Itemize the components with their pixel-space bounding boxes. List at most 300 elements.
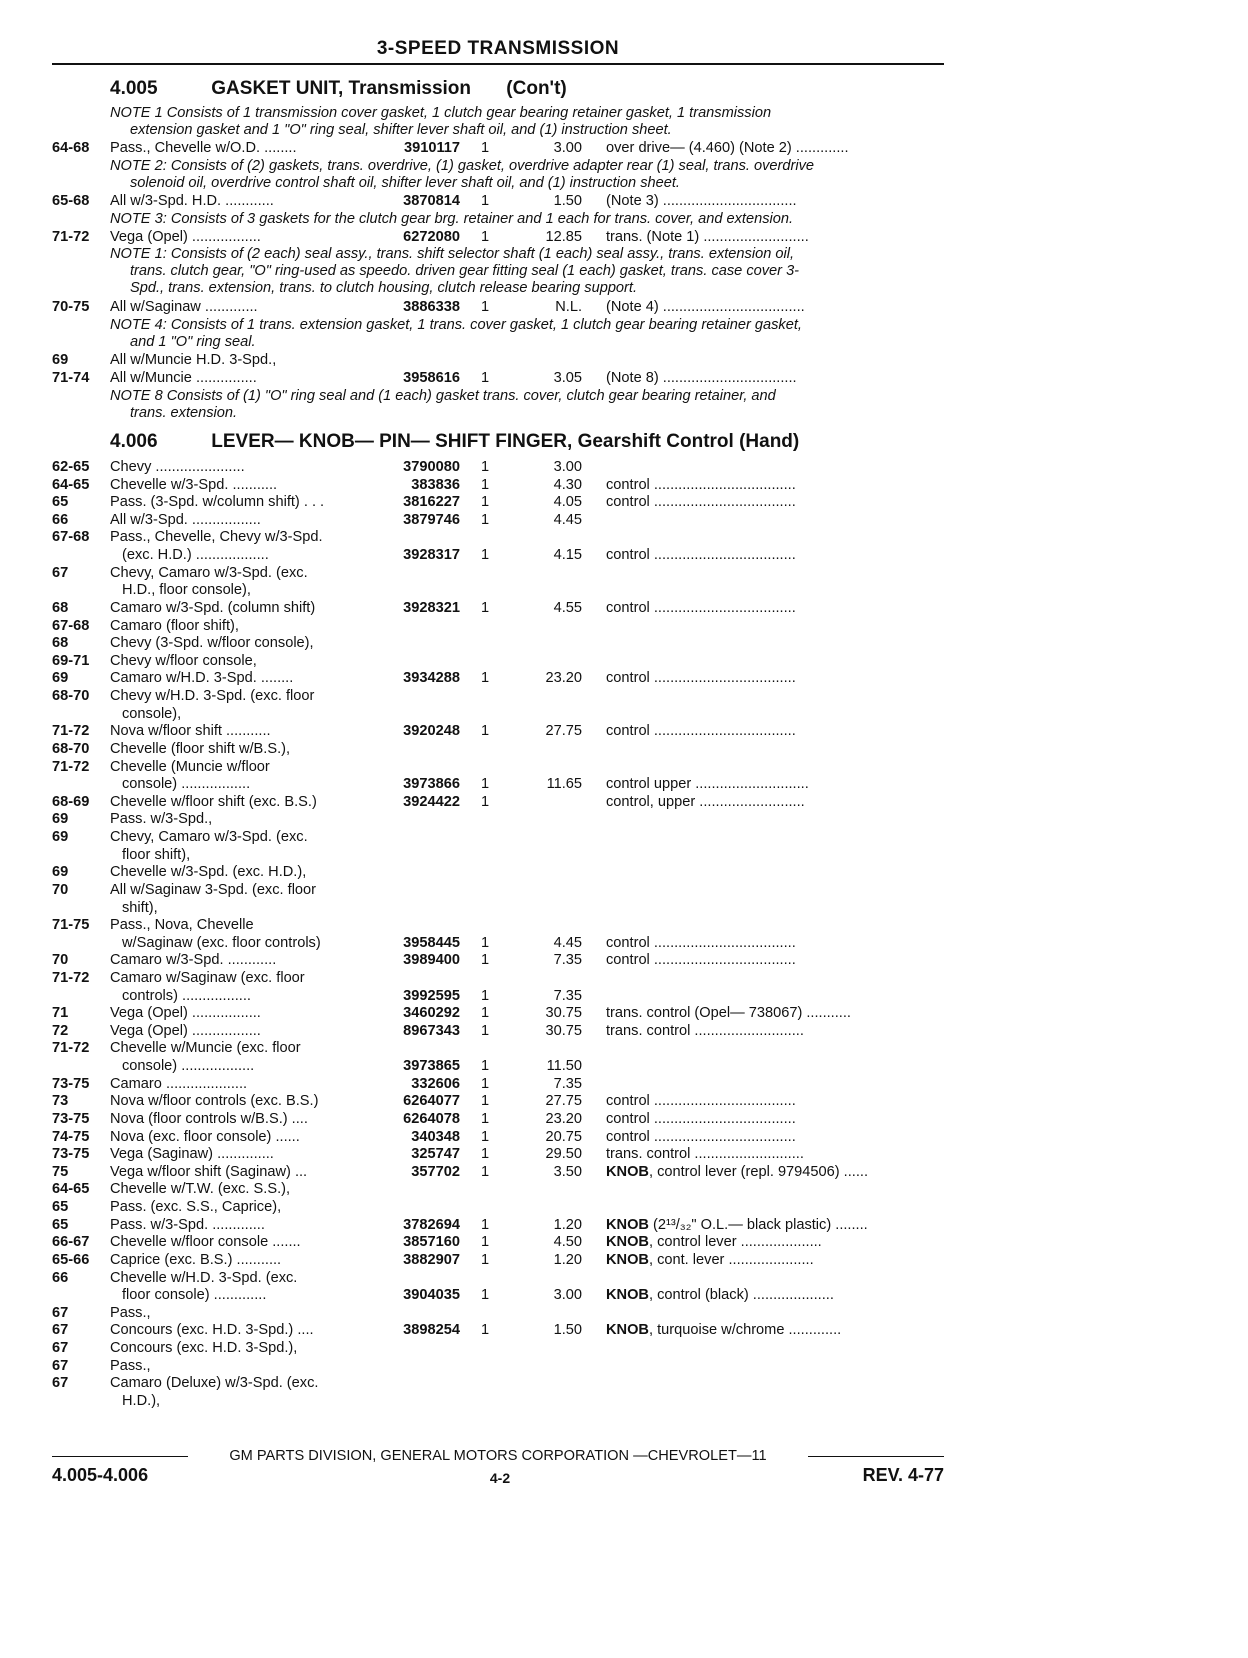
note-text: and 1 "O" ring seal. <box>130 334 256 350</box>
table-row <box>0 1358 1248 1375</box>
row-years: 73-75 <box>52 1111 90 1127</box>
row-description: Pass., <box>110 1358 151 1374</box>
row-description: H.D.), <box>122 1393 161 1409</box>
note-text: Spd., trans. extension, trans. to clutch housing, clutch release bearing support. <box>130 280 638 296</box>
row-remarks <box>606 1093 946 1110</box>
row-quantity: 1 <box>481 988 490 1004</box>
table-row <box>0 547 1248 564</box>
row-remarks-text: control ................................... <box>606 1129 796 1145</box>
row-description: controls) ................. <box>122 988 251 1004</box>
row-years: 66 <box>52 1270 69 1286</box>
row-price: 23.20 <box>545 1111 582 1127</box>
note-text: NOTE 2: Consists of (2) gaskets, trans. overdrive, (1) gasket, overdrive adapter rear (1) seal, trans. overdrive <box>110 158 815 174</box>
row-price: 29.50 <box>545 1146 582 1162</box>
row-years: 65-68 <box>52 193 90 209</box>
row-quantity: 1 <box>481 477 490 493</box>
note-text: NOTE 1: Consists of (2 each) seal assy., trans. shift selector shaft (1 each) seal assy., trans. extension oil, <box>110 246 795 262</box>
row-description: Vega w/floor shift (Saginaw) ... <box>110 1164 308 1180</box>
row-description: Nova (floor controls w/B.S.) .... <box>110 1111 308 1127</box>
row-description: Camaro w/3-Spd. (column shift) <box>110 600 316 616</box>
row-price: 30.75 <box>545 1005 582 1021</box>
footer-rule <box>808 1456 944 1457</box>
section-continued: (Con't) <box>506 78 567 99</box>
row-part-number: 3882907 <box>403 1252 460 1268</box>
row-description: All w/Saginaw 3-Spd. (exc. floor <box>110 882 317 898</box>
row-remarks-text: (2¹³/₃₂" O.L.— black plastic) ........ <box>648 1217 868 1233</box>
row-description: console), <box>122 706 182 722</box>
table-row <box>0 1181 1248 1198</box>
row-description: All w/Muncie ............... <box>110 370 257 386</box>
row-remarks-text: (Note 8) ................................. <box>606 370 797 386</box>
row-description: Caprice (exc. B.S.) ........... <box>110 1252 282 1268</box>
row-price: 4.15 <box>553 547 582 563</box>
row-description: Nova w/floor controls (exc. B.S.) <box>110 1093 319 1109</box>
row-price: 4.50 <box>553 1234 582 1250</box>
row-description: Camaro w/3-Spd. ............ <box>110 952 277 968</box>
row-years: 75 <box>52 1164 69 1180</box>
row-years: 67 <box>52 1322 69 1338</box>
row-quantity: 1 <box>481 670 490 686</box>
table-row <box>0 1076 1248 1093</box>
row-years: 69 <box>52 829 69 845</box>
row-years: 70 <box>52 882 69 898</box>
row-part-number: 3898254 <box>403 1322 460 1338</box>
row-price: 12.85 <box>545 229 582 245</box>
row-part-number: 3790080 <box>403 459 460 475</box>
row-quantity: 1 <box>481 935 490 951</box>
row-remarks-text: control, upper .......................... <box>606 794 805 810</box>
table-row <box>0 193 1248 210</box>
table-row <box>0 864 1248 881</box>
row-remarks <box>606 935 946 952</box>
row-years: 73 <box>52 1093 69 1109</box>
row-part-number: 340348 <box>411 1129 460 1145</box>
row-description: Pass., <box>110 1305 151 1321</box>
row-part-number: 6264078 <box>403 1111 460 1127</box>
row-part-number: 3958616 <box>403 370 460 386</box>
row-years: 65 <box>52 1199 69 1215</box>
row-description: Chevelle w/Muncie (exc. floor <box>110 1040 301 1056</box>
row-description: All w/3-Spd. H.D. ............ <box>110 193 274 209</box>
section-title: LEVER— KNOB— PIN— SHIFT FINGER, Gearshift Control (Hand) <box>211 431 800 452</box>
row-quantity: 1 <box>481 494 490 510</box>
note-text: trans. clutch gear, "O" ring-used as speedo. driven gear fitting seal (1 each) gasket, trans. case cover 3- <box>130 263 800 279</box>
row-part-number: 3989400 <box>403 952 460 968</box>
row-description: Pass. w/3-Spd. ............. <box>110 1217 265 1233</box>
row-description: (exc. H.D.) .................. <box>122 547 269 563</box>
row-remarks <box>606 952 946 969</box>
table-row <box>0 1322 1248 1339</box>
row-quantity: 1 <box>481 1076 490 1092</box>
table-row <box>0 1005 1248 1022</box>
row-remarks <box>606 1146 946 1163</box>
table-row <box>0 829 1248 846</box>
table-row <box>0 1129 1248 1146</box>
row-remarks-text: control ................................... <box>606 935 796 951</box>
row-description: Chevelle w/T.W. (exc. S.S.), <box>110 1181 291 1197</box>
row-quantity: 1 <box>481 1146 490 1162</box>
row-years: 71-72 <box>52 970 90 986</box>
row-remarks <box>606 547 946 564</box>
row-price: 1.20 <box>553 1252 582 1268</box>
row-quantity: 1 <box>481 600 490 616</box>
table-row <box>0 1375 1248 1392</box>
row-quantity: 1 <box>481 952 490 968</box>
row-description: Camaro w/Saginaw (exc. floor <box>110 970 305 986</box>
table-row <box>0 618 1248 635</box>
row-remarks <box>606 140 946 157</box>
table-row <box>0 494 1248 511</box>
table-row <box>0 582 1248 599</box>
row-years: 65-66 <box>52 1252 90 1268</box>
row-keyword: KNOB <box>606 1234 649 1250</box>
row-quantity: 1 <box>481 140 490 156</box>
row-years: 71-74 <box>52 370 90 386</box>
table-row <box>0 1093 1248 1110</box>
row-quantity: 1 <box>481 723 490 739</box>
row-price: 4.30 <box>553 477 582 493</box>
row-description: Chevy w/H.D. 3-Spd. (exc. floor <box>110 688 315 704</box>
row-price: 20.75 <box>545 1129 582 1145</box>
row-part-number: 383836 <box>411 477 460 493</box>
row-part-number: 6272080 <box>403 229 460 245</box>
row-years: 71-72 <box>52 1040 90 1056</box>
row-price: 7.35 <box>553 988 582 1004</box>
row-price: 1.20 <box>553 1217 582 1233</box>
table-row <box>0 1023 1248 1040</box>
row-description: Nova (exc. floor console) ...... <box>110 1129 300 1145</box>
row-description: Chevy ...................... <box>110 459 245 475</box>
row-years: 64-68 <box>52 140 90 156</box>
table-row <box>0 1040 1248 1057</box>
note-text: NOTE 4: Consists of 1 trans. extension gasket, 1 trans. cover gasket, 1 clutch gear bearing retainer gasket, <box>110 317 802 333</box>
table-row <box>0 900 1248 917</box>
row-description: Pass. (3-Spd. w/column shift) . . . <box>110 494 325 510</box>
row-description: Concours (exc. H.D. 3-Spd.), <box>110 1340 298 1356</box>
table-row <box>0 670 1248 687</box>
row-price: 23.20 <box>545 670 582 686</box>
row-part-number: 3973865 <box>403 1058 460 1074</box>
row-price: 11.50 <box>546 1058 582 1074</box>
row-price: 7.35 <box>553 1076 582 1092</box>
row-price: 4.05 <box>553 494 582 510</box>
row-part-number: 3958445 <box>403 935 460 951</box>
table-row <box>0 459 1248 476</box>
row-description: Chevelle w/3-Spd. ........... <box>110 477 278 493</box>
row-description: floor shift), <box>122 847 191 863</box>
row-years: 70 <box>52 952 69 968</box>
table-row <box>0 723 1248 740</box>
row-quantity: 1 <box>481 1287 490 1303</box>
row-remarks <box>606 1322 946 1339</box>
row-years: 67 <box>52 1305 69 1321</box>
row-years: 71-72 <box>52 723 90 739</box>
row-years: 65 <box>52 494 69 510</box>
row-remarks <box>606 1129 946 1146</box>
footer-section-range: 4.005-4.006 <box>52 1465 149 1485</box>
row-description: H.D., floor console), <box>122 582 251 598</box>
row-description: Camaro (Deluxe) w/3-Spd. (exc. <box>110 1375 319 1391</box>
row-years: 69 <box>52 864 69 880</box>
row-description: Pass. w/3-Spd., <box>110 811 213 827</box>
row-years: 64-65 <box>52 1181 90 1197</box>
table-row <box>0 688 1248 705</box>
row-quantity: 1 <box>481 229 490 245</box>
section-title: GASKET UNIT, Transmission <box>211 78 472 99</box>
row-price: 30.75 <box>545 1023 582 1039</box>
row-years: 71-75 <box>52 917 90 933</box>
footer-publisher: GM PARTS DIVISION, GENERAL MOTORS CORPORATION —CHEVROLET—11 <box>229 1448 767 1464</box>
note-text: NOTE 1 Consists of 1 transmission cover gasket, 1 clutch gear bearing retainer gasket, 1 transmission <box>110 105 772 121</box>
row-price: 1.50 <box>553 1322 582 1338</box>
row-description: Pass., Chevelle w/O.D. ........ <box>110 140 297 156</box>
row-description: Chevy (3-Spd. w/floor console), <box>110 635 314 651</box>
row-description: console) ................. <box>122 776 251 792</box>
row-remarks-text: (Note 3) ................................. <box>606 193 797 209</box>
row-remarks-text: trans. control ........................... <box>606 1146 804 1162</box>
row-price: 27.75 <box>545 723 582 739</box>
row-price: 3.00 <box>553 459 582 475</box>
row-remarks-text: over drive— (4.460) (Note 2) ............. <box>606 140 849 156</box>
table-row <box>0 1270 1248 1287</box>
table-row <box>0 970 1248 987</box>
row-remarks <box>606 1287 946 1304</box>
row-keyword: KNOB <box>606 1322 649 1338</box>
row-description: Chevelle w/floor shift (exc. B.S.) <box>110 794 317 810</box>
row-remarks <box>606 193 946 210</box>
row-price: 4.45 <box>553 512 582 528</box>
table-row <box>0 706 1248 723</box>
row-part-number: 3460292 <box>403 1005 460 1021</box>
row-years: 69 <box>52 352 69 368</box>
row-years: 66-67 <box>52 1234 90 1250</box>
table-row <box>0 1234 1248 1251</box>
note-text: NOTE 8 Consists of (1) "O" ring seal and (1 each) gasket trans. cover, clutch gear bearing retainer, and <box>110 388 776 404</box>
row-description: Chevelle (Muncie w/floor <box>110 759 270 775</box>
note-text: solenoid oil, overdrive control shaft oil, shifter lever shaft oil, and (1) instruction sheet. <box>130 175 680 191</box>
row-keyword: KNOB <box>606 1252 649 1268</box>
row-description: All w/3-Spd. ................. <box>110 512 261 528</box>
row-quantity: 1 <box>481 1005 490 1021</box>
table-row <box>0 811 1248 828</box>
row-description: Chevelle w/floor console ....... <box>110 1234 301 1250</box>
row-price: 3.05 <box>553 370 582 386</box>
row-years: 68 <box>52 600 69 616</box>
row-quantity: 1 <box>481 1111 490 1127</box>
row-years: 73-75 <box>52 1076 90 1092</box>
row-years: 67-68 <box>52 618 90 634</box>
section-heading-4005 <box>110 78 567 100</box>
row-remarks <box>606 723 946 740</box>
row-description: Camaro (floor shift), <box>110 618 239 634</box>
row-description: All w/Saginaw ............. <box>110 299 258 315</box>
row-remarks <box>606 370 946 387</box>
footer-revision: REV. 4-77 <box>862 1465 944 1485</box>
row-remarks-text: control ................................... <box>606 670 796 686</box>
row-years: 68 <box>52 635 69 651</box>
row-remarks <box>606 299 946 316</box>
table-row <box>0 635 1248 652</box>
row-price: 1.50 <box>553 193 582 209</box>
row-description: Pass., Chevelle, Chevy w/3-Spd. <box>110 529 323 545</box>
row-description: Pass., Nova, Chevelle <box>110 917 254 933</box>
row-description: All w/Muncie H.D. 3-Spd., <box>110 352 277 368</box>
row-years: 71 <box>52 1005 69 1021</box>
row-remarks <box>606 600 946 617</box>
row-price: 7.35 <box>553 952 582 968</box>
row-part-number: 3886338 <box>403 299 460 315</box>
row-years: 66 <box>52 512 69 528</box>
row-part-number: 3928321 <box>403 600 460 616</box>
row-part-number: 3992595 <box>403 988 460 1004</box>
table-row <box>0 653 1248 670</box>
row-years: 74-75 <box>52 1129 90 1145</box>
row-remarks <box>606 229 946 246</box>
row-quantity: 1 <box>481 776 490 792</box>
row-description: console) .................. <box>122 1058 255 1074</box>
row-description: Chevelle w/H.D. 3-Spd. (exc. <box>110 1270 298 1286</box>
table-row <box>0 512 1248 529</box>
row-quantity: 1 <box>481 1093 490 1109</box>
note-text: trans. extension. <box>130 405 238 421</box>
table-row <box>0 1146 1248 1163</box>
row-part-number: 6264077 <box>403 1093 460 1109</box>
table-row <box>0 529 1248 546</box>
table-row <box>0 477 1248 494</box>
row-remarks <box>606 1164 946 1181</box>
row-price: 3.00 <box>553 140 582 156</box>
section-number: 4.005 <box>110 78 158 99</box>
row-part-number: 3870814 <box>403 193 460 209</box>
row-description: Vega (Opel) ................. <box>110 1023 261 1039</box>
row-keyword: KNOB <box>606 1217 649 1233</box>
row-description: Concours (exc. H.D. 3-Spd.) .... <box>110 1322 314 1338</box>
table-row <box>0 1164 1248 1181</box>
row-quantity: 1 <box>481 299 490 315</box>
section-heading-4006 <box>110 431 799 453</box>
row-years: 62-65 <box>52 459 90 475</box>
row-keyword: KNOB <box>606 1164 649 1180</box>
row-part-number: 3816227 <box>403 494 460 510</box>
row-part-number: 332606 <box>411 1076 460 1092</box>
row-quantity: 1 <box>481 370 490 386</box>
row-remarks-text: control ................................... <box>606 547 796 563</box>
table-row <box>0 1287 1248 1304</box>
row-quantity: 1 <box>481 459 490 475</box>
table-row <box>0 847 1248 864</box>
row-quantity: 1 <box>481 1234 490 1250</box>
row-remarks-text: control ................................... <box>606 723 796 739</box>
row-remarks-text: trans. (Note 1) .......................... <box>606 229 809 245</box>
row-part-number: 3973866 <box>403 776 460 792</box>
note-text: NOTE 3: Consists of 3 gaskets for the clutch gear brg. retainer and 1 each for trans. cover, and extension. <box>110 211 794 227</box>
table-row <box>0 741 1248 758</box>
table-row <box>0 1111 1248 1128</box>
row-remarks-text: (Note 4) ................................... <box>606 299 805 315</box>
table-row <box>0 1340 1248 1357</box>
row-remarks-text: control ................................... <box>606 494 796 510</box>
table-row <box>0 565 1248 582</box>
row-price: 4.45 <box>553 935 582 951</box>
table-row <box>0 759 1248 776</box>
table-row <box>0 1217 1248 1234</box>
row-price: 27.75 <box>545 1093 582 1109</box>
row-price: 3.50 <box>553 1164 582 1180</box>
table-row <box>0 1393 1248 1410</box>
table-row <box>0 1252 1248 1269</box>
row-years: 68-70 <box>52 741 90 757</box>
row-description: Vega (Saginaw) .............. <box>110 1146 274 1162</box>
row-quantity: 1 <box>481 193 490 209</box>
row-description: Chevy, Camaro w/3-Spd. (exc. <box>110 565 308 581</box>
table-row <box>0 882 1248 899</box>
table-row <box>0 352 1248 369</box>
row-years: 69 <box>52 670 69 686</box>
row-years: 69-71 <box>52 653 90 669</box>
row-description: Chevelle (floor shift w/B.S.), <box>110 741 291 757</box>
row-quantity: 1 <box>481 1023 490 1039</box>
row-years: 69 <box>52 811 69 827</box>
row-remarks-text: trans. control (Opel— 738067) ........... <box>606 1005 851 1021</box>
row-quantity: 1 <box>481 1058 490 1074</box>
note-text: extension gasket and 1 "O" ring seal, shifter lever shaft oil, and (1) instruction sheet. <box>130 122 672 138</box>
row-part-number: 3904035 <box>403 1287 460 1303</box>
row-quantity: 1 <box>481 1164 490 1180</box>
row-part-number: 3857160 <box>403 1234 460 1250</box>
table-row <box>0 370 1248 387</box>
row-part-number: 3920248 <box>403 723 460 739</box>
row-description: Chevy w/floor console, <box>110 653 257 669</box>
footer-page-number: 4-2 <box>489 1470 511 1486</box>
table-row <box>0 917 1248 934</box>
row-remarks <box>606 1252 946 1269</box>
row-part-number: 325747 <box>411 1146 460 1162</box>
row-description: shift), <box>122 900 158 916</box>
table-row <box>0 988 1248 1005</box>
row-part-number: 357702 <box>411 1164 460 1180</box>
table-row <box>0 1058 1248 1075</box>
row-description: floor console) ............. <box>122 1287 267 1303</box>
row-part-number: 3879746 <box>403 512 460 528</box>
row-remarks-text: control ................................... <box>606 952 796 968</box>
row-description: Nova w/floor shift ........... <box>110 723 271 739</box>
row-remarks-text: control ................................... <box>606 1093 796 1109</box>
row-description: Camaro w/H.D. 3-Spd. ........ <box>110 670 294 686</box>
row-remarks <box>606 1217 946 1234</box>
row-description: Chevelle w/3-Spd. (exc. H.D.), <box>110 864 307 880</box>
row-years: 67 <box>52 1358 69 1374</box>
row-years: 68-70 <box>52 688 90 704</box>
row-remarks-text: trans. control ........................... <box>606 1023 804 1039</box>
row-remarks-text: , turquoise w/chrome ............. <box>648 1322 842 1338</box>
row-years: 67 <box>52 1375 69 1391</box>
row-remarks <box>606 494 946 511</box>
row-description: w/Saginaw (exc. floor controls) <box>122 935 321 951</box>
row-quantity: 1 <box>481 1129 490 1145</box>
row-part-number: 3782694 <box>403 1217 460 1233</box>
row-remarks-text: , control lever (repl. 9794506) ...... <box>648 1164 868 1180</box>
row-part-number: 3934288 <box>403 670 460 686</box>
row-description: Chevy, Camaro w/3-Spd. (exc. <box>110 829 308 845</box>
row-description: Camaro .................... <box>110 1076 248 1092</box>
row-years: 67 <box>52 565 69 581</box>
row-quantity: 1 <box>481 1322 490 1338</box>
row-remarks <box>606 1234 946 1251</box>
row-remarks <box>606 1005 946 1022</box>
row-price: 4.55 <box>553 600 582 616</box>
row-years: 72 <box>52 1023 69 1039</box>
row-quantity: 1 <box>481 1217 490 1233</box>
